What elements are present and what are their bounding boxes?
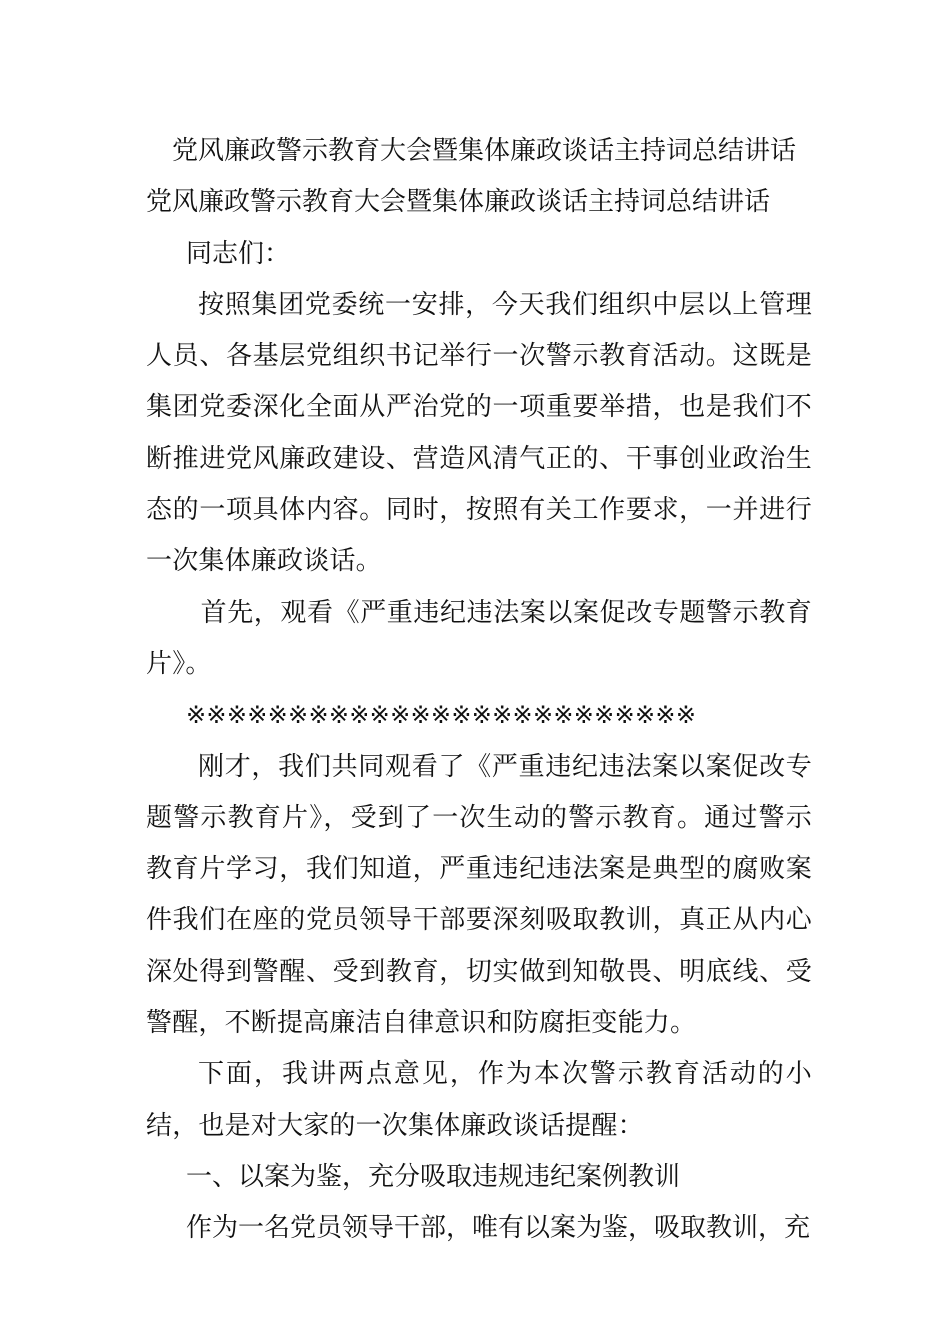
document-subtitle: 党风廉政警示教育大会暨集体廉政谈话主持词总结讲话 [146, 187, 771, 218]
paragraph-intro: 按照集团党委统一安排，今天我们组织中层以上管理人员、各基层党组织书记举行一次警示教育活动。这既是集团党委深化全面从严治党的一项重要举措，也是我们不断推进党风廉政建设、营造风清气正的、干事创业政治生态的一项具体内容。同时，按照有关工作要求，一并进行一次集体廉政谈话。 [146, 289, 812, 577]
paragraph-reflection: 刚才，我们共同观看了《严重违纪违法案以案促改专题警示教育片》，受到了一次生动的警示教育。通过警示教育片学习，我们知道，严重违纪违法案是典型的腐败案件我们在座的党员领导干部要深刻吸取教训，真正从内心深处得到警醒、受到教育，切实做到知敬畏、明底线、受警醒，不断提高廉洁自律意识和防腐拒变能力。 [146, 751, 812, 1039]
document-title: 党风廉政警示教育大会暨集体廉政谈话主持词总结讲话 [172, 136, 797, 166]
paragraph-section-start: 作为一名党员领导干部，唯有以案为鉴，吸取教训，充 [186, 1213, 811, 1244]
paragraph-viewing: 首先，观看《严重违纪违法案以案促改专题警示教育片》。 [146, 597, 812, 679]
paragraph-transition: 下面，我讲两点意见，作为本次警示教育活动的小结，也是对大家的一次集体廉政谈话提醒： [146, 1059, 812, 1141]
document-body [146, 126, 812, 1255]
salutation: 同志们： [186, 238, 291, 269]
section-heading: 一、以案为鉴，充分吸取违规违纪案例教训 [186, 1161, 681, 1192]
separator-line: ※※※※※※※※※※※※※※※※※※※※※※※※※ [186, 701, 697, 730]
